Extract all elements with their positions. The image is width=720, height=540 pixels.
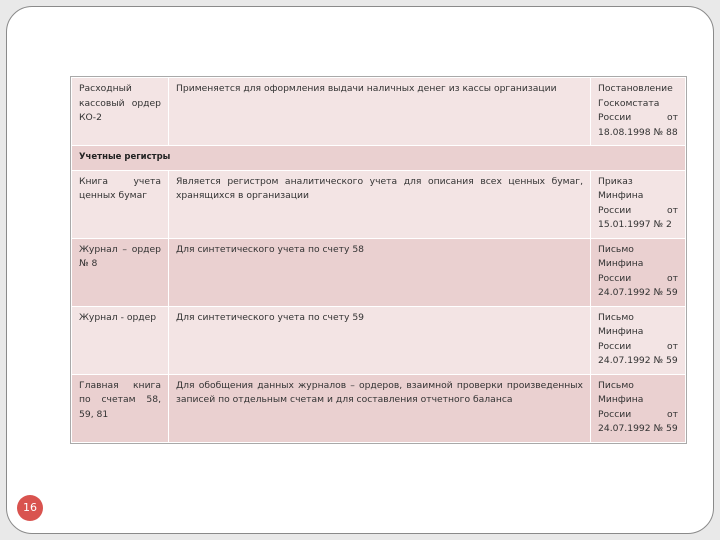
table-row	[72, 306, 686, 374]
section-header-row	[72, 146, 686, 171]
table-row	[72, 78, 686, 146]
doc-cell: Книга учета ценных бумаг	[72, 170, 169, 238]
purpose-cell: Для синтетического учета по счету 58	[169, 238, 591, 306]
basis-cell: Приказ Минфина России от 15.01.1997 № 2	[591, 170, 686, 238]
doc-cell: Главная книга по счетам 58, 59, 81	[72, 374, 169, 442]
doc-cell: Расходный кассовый ордер КО-2	[72, 78, 169, 146]
doc-cell: Журнал - ордер	[72, 306, 169, 374]
registers-table	[71, 77, 686, 443]
table-row	[72, 374, 686, 442]
table-row	[72, 170, 686, 238]
page-number-badge: 16	[17, 495, 43, 521]
purpose-cell: Для синтетического учета по счету 59	[169, 306, 591, 374]
basis-cell: Письмо Минфина России от 24.07.1992 № 59	[591, 306, 686, 374]
basis-cell: Постановление Госкомстата России от 18.08.1998 № 88	[591, 78, 686, 146]
purpose-cell: Является регистром аналитического учета для описания всех ценных бумаг, хранящихся в организации	[169, 170, 591, 238]
table-row	[72, 238, 686, 306]
basis-cell: Письмо Минфина России от 24.07.1992 № 59	[591, 374, 686, 442]
section-title: Учетные регистры	[72, 146, 686, 171]
purpose-cell: Для обобщения данных журналов – ордеров, взаимной проверки произведенных записей по отдельным счетам и для составления отчетного баланса	[169, 374, 591, 442]
basis-cell: Письмо Минфина России от 24.07.1992 № 59	[591, 238, 686, 306]
purpose-cell: Применяется для оформления выдачи наличных денег из кассы организации	[169, 78, 591, 146]
doc-cell: Журнал – ордер № 8	[72, 238, 169, 306]
